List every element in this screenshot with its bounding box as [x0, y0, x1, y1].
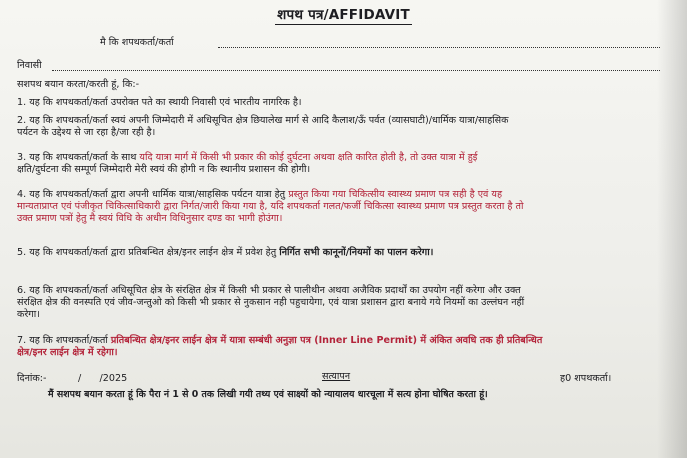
- deponent-name-blank: [218, 47, 660, 48]
- clause-3: [17, 152, 667, 176]
- clause-7: [17, 335, 667, 359]
- clause-4-highlight-3: उक्त प्रमाण पत्रों हेतु मै स्वयं विधि के अधीन विधिनुसार दण्ड का भागी होउंगा।: [17, 213, 283, 225]
- clause-7-lead: 7. यह कि शपथकर्ता/कर्ता: [17, 335, 111, 346]
- clause-4-highlight-1: प्रस्तुत किया गया चिकित्सीय स्वास्थ्य प्रमाण पत्र सही है एवं यह: [288, 189, 503, 200]
- clause-4-lead: 4. यह कि शपथकर्ता/कर्ता द्वारा अपनी धार्मिक यात्रा/साहसिक पर्यटन यात्रा हेतु: [17, 189, 289, 200]
- clause-7-highlight: प्रतिबन्धित क्षेत्र/इनर लाईन क्षेत्र में यात्रा सम्बंधी अनुज्ञा पत्र (Inner Line Permit) में अंकित अवधि तक ही प्रतिबन्धित: [110, 335, 543, 346]
- clause-6-line-1: 6. यह कि शपथकर्ता/कर्ता अधिसूचित क्षेत्र के संरक्षित क्षेत्र में किसी भी प्रकार से पालीथीन अथवा अजैविक प्रदार्थों का उपयोग नहीं करेगा और उक्त: [17, 285, 521, 296]
- clause-6-line-3: करेगा।: [17, 309, 40, 321]
- oath-statement: मैं सशपथ बयान करता हूं कि पैरा नं 1 से 0 तक लिखी गयी तथ्य एवं साक्ष्यों को न्यायालय धारचूला में सत्य होना घोषित करता हूं।: [48, 389, 488, 400]
- resident-line: निवासी: [17, 60, 42, 71]
- date-value: / /2025: [78, 373, 128, 384]
- clause-5-bold: निर्गित सभी कानूनों/नियमों का पालन करेगा।: [279, 247, 434, 258]
- verification-heading: सत्यापन: [322, 371, 351, 382]
- clause-3-lead: 3. यह कि शपथकर्ता/कर्ता के साथ: [17, 152, 140, 163]
- clause-2-line-1: 2. यह कि शपथकर्ता/कर्ता स्वयं अपनी जिम्मेदारी में अधिसूचित क्षेत्र छियालेख मार्ग से आदि कैलाश/ऊँ पर्वत (व्यासघाटी)/धार्मिक यात्रा/साहसिक: [17, 115, 509, 126]
- clause-3-highlight: यदि यात्रा मार्ग में किसी भी प्रकार की कोई दुर्घटना अथवा क्षति कारित होती है, तो उक्त यात्रा में हुई: [139, 152, 478, 163]
- clause-4: [17, 189, 667, 226]
- clause-4-highlight-2: मान्यताप्राप्त एवं पंजीकृत चिकित्साधिकारी द्वारा निर्गत/जारी किया गया है, यदि शपथकर्ता गलत/फर्जी चिकित्सा स्वास्थ्य प्रमाण पत्र प्रस्तुत करता है तो: [17, 201, 524, 213]
- oath-intro: सशपथ बयान करता/करती हूं, कि:-: [17, 79, 140, 90]
- date-label: दिनांक:-: [17, 373, 47, 384]
- clause-1-text: 1. यह कि शपथकर्ता/कर्ता उपरोक्त पते का स्थायी निवासी एवं भारतीय नागरिक है।: [17, 97, 302, 108]
- clause-2-line-2: पर्यटन के उद्देश्य से जा रहा है/जा रही है।: [17, 127, 156, 139]
- clause-1: [17, 97, 667, 109]
- clause-6-line-2: संरक्षित क्षेत्र की वनस्पति एवं जीव-जन्तुओ को किसी भी प्रकार से नुकसान नही पहुचायेगा, एवं यात्रा प्रशासन द्वारा बनाये गये नियमों का उल्लंघन नहीं: [17, 297, 525, 309]
- clause-6: [17, 285, 667, 322]
- clause-5-lead: 5. यह कि शपथकर्ता/कर्ता द्वारा प्रतिबन्धित क्षेत्र/इनर लाईन क्षेत्र में प्रवेश हेतु: [17, 247, 280, 258]
- clause-7-line-2: क्षेत्र/इनर लाईन क्षेत्र में रहेगा।: [17, 347, 118, 359]
- document-title: शपथ पत्र/AFFIDAVIT: [277, 7, 410, 23]
- clause-2: [17, 115, 667, 139]
- clause-5: [17, 247, 667, 259]
- resident-blank: [52, 70, 660, 71]
- signatory-label: ह0 शपथकर्ता।: [560, 373, 612, 384]
- clause-3-line-2: क्षति/दुर्घटना की सम्पूर्ण जिम्मेदारी मेरी स्वयं की होगी न कि स्थानीय प्रशासन की होगी।: [17, 164, 311, 176]
- deponent-name-line: मै कि शपथकर्ता/कर्ता: [100, 37, 174, 48]
